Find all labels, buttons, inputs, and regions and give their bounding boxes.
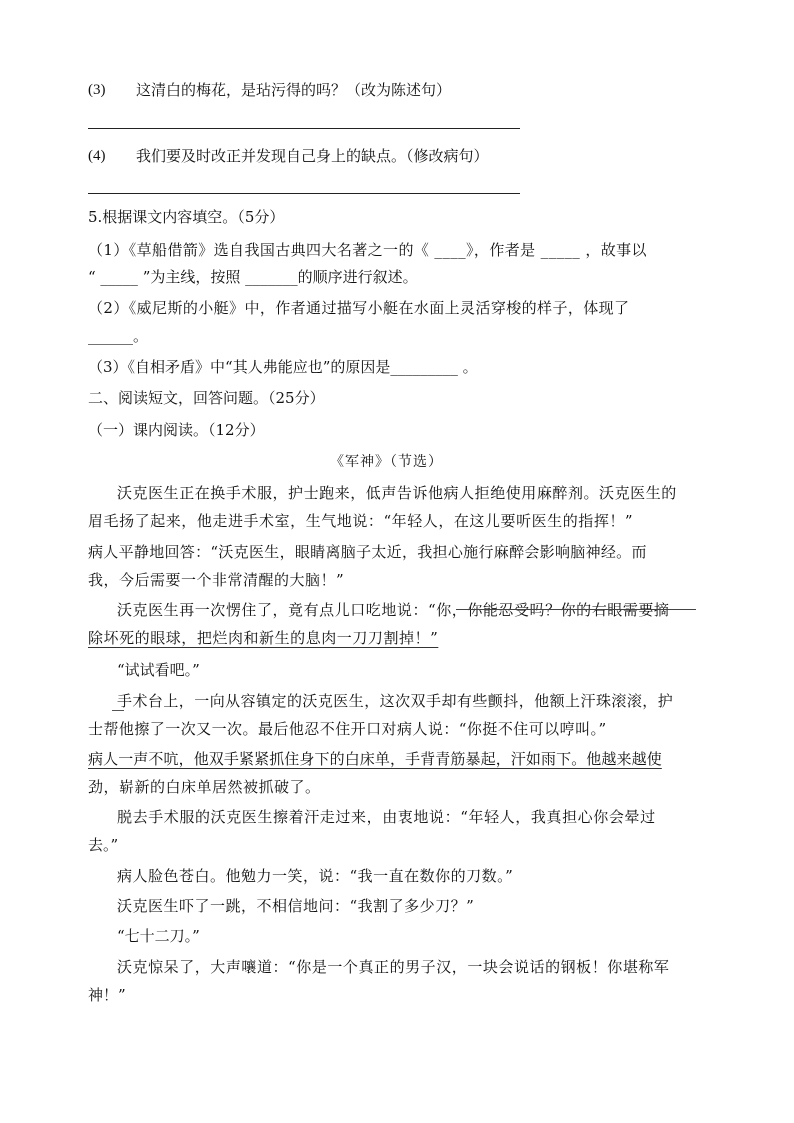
article-paragraph: “试试看吧。” — [117, 661, 200, 679]
fill-item: （2）《威尼斯的小艇》中，作者通过描写小艇在水面上灵活穿梭的样子，体现了 — [88, 299, 630, 317]
article-paragraph: 神！” — [88, 986, 126, 1004]
question-text: 我们要及时改正并发现自己身上的缺点。（修改病句） — [136, 147, 489, 165]
article-paragraph: 病人平静地回答：“沃克医生，眼睛离脑子太近，我担心施行麻醉会影响脑神经。而 — [88, 543, 647, 561]
subsection-heading: （一）课内阅读。（12分） — [88, 421, 265, 439]
article-paragraph: 沃克惊呆了，大声嚷道：“你是一个真正的男子汉，一块会说话的钢板！你堪称军 — [117, 958, 670, 976]
article-paragraph: 沃克医生吓了一跳，不相信地问：“我割了多少刀？” — [117, 897, 475, 915]
article-paragraph: 手术台上，一向从容镇定的沃克医生，这次双手却有些颤抖，他额上汗珠滚滚，护 — [117, 692, 674, 710]
section-heading: 5.根据课文内容填空。（5分） — [88, 208, 285, 226]
question-number: (4) — [88, 148, 106, 164]
underlined-sentence: 除坏死的眼球，把烂肉和新生的息肉一刀刀割掉！” — [88, 629, 439, 647]
answer-line[interactable] — [88, 128, 520, 129]
fill-item: ______。 — [88, 327, 149, 345]
article-title: 《军神》（节选） — [330, 454, 443, 470]
article-paragraph: 我，今后需要一个非常清醒的大脑！” — [88, 571, 345, 589]
fill-item: “ _____ ”为主线，按照 _______的顺序进行叙述。 — [88, 268, 418, 286]
article-paragraph: 眉毛扬了起来，他走进手术室，生气地说：“年轻人，在这儿要听医生的指挥！” — [88, 512, 634, 530]
fill-item: （1）《草船借箭》选自我国古典四大名著之一的《 ____》，作者是 _____ ，故事以 — [88, 241, 647, 259]
fill-item: （3）《自相矛盾》中“其人弗能应也”的原因是_________ 。 — [88, 358, 478, 376]
article-paragraph: 病人脸色苍白。他勉力一笑，说：“我一直在数你的刀数。” — [117, 867, 514, 885]
underlined-sentence: 病人一声不吭，他双手紧紧抓住身下的白床单，手背青筋暴起，汗如雨下。他越来越使 — [88, 750, 662, 768]
question-text: 这清白的梅花，是玷污得的吗？（改为陈述句） — [136, 81, 452, 99]
article-paragraph: 劲，崭新的白床单居然被抓破了。 — [88, 778, 321, 796]
handwritten-underline — [456, 609, 696, 610]
pen-mark — [112, 710, 124, 711]
article-paragraph: 士帮他擦了一次又一次。最后他忍不住开口对病人说：“你挺不住可以哼叫。” — [88, 720, 607, 738]
article-paragraph: 沃克医生正在换手术服，护士跑来，低声告诉他病人拒绝使用麻醉剂。沃克医生的 — [117, 484, 677, 502]
article-paragraph: “七十二刀。” — [117, 927, 200, 945]
article-paragraph: 去。” — [88, 836, 119, 854]
question-number: (3) — [88, 82, 106, 98]
answer-line[interactable] — [88, 193, 520, 194]
section-heading: 二、阅读短文，回答问题。（25分） — [88, 389, 325, 407]
article-paragraph: 沃克医生再一次愣住了，竟有点儿口吃地说：“你，你能忍受吗？你的右眼需要摘 — [117, 601, 670, 619]
article-paragraph: 脱去手术服的沃克医生擦着汗走过来，由衷地说：“年轻人，我真担心你会晕过 — [117, 808, 656, 826]
